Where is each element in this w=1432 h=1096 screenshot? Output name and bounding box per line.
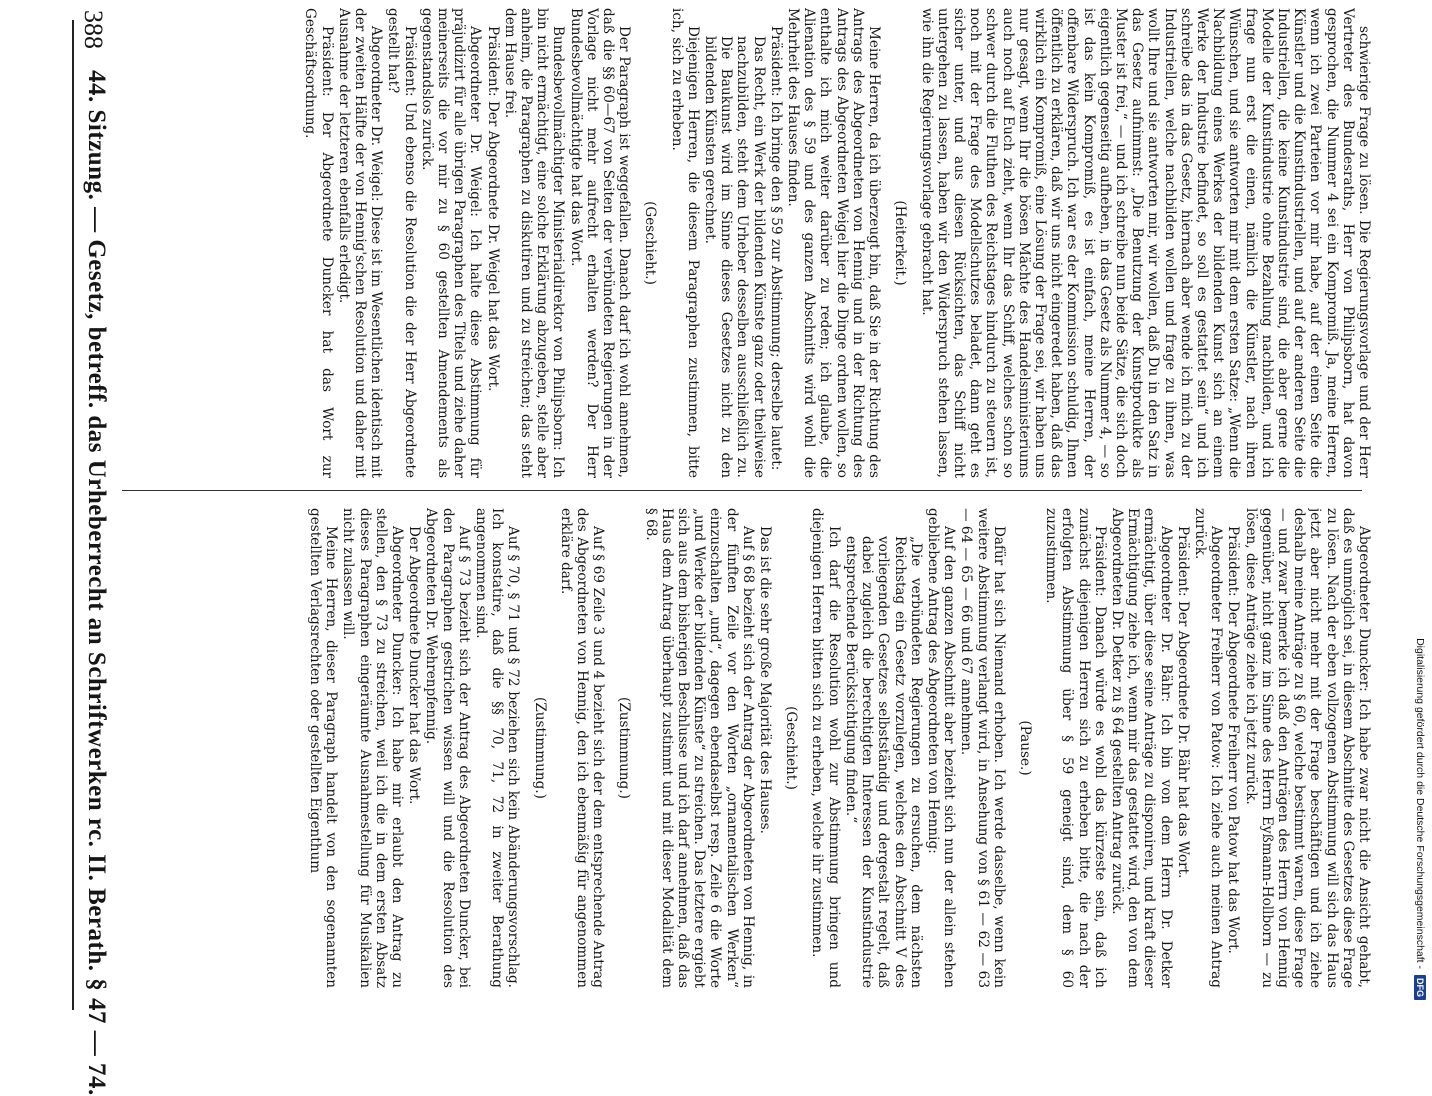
quoted-text: „Die verbündeten Regierungen zu ersuchen, dem nächsten Reichstag ein Gesetz vorzulegen, welches den Abschnitt V des vorliegenden Gesetzes selbstständig und dergestalt regelt, daß dabei zugleich die berechtigten Interessen der Kunstindustrie entsprechende Berücksichtigung finden.“ <box>842 536 924 988</box>
stage-direction: (Geschieht.) <box>642 201 659 285</box>
stage-direction: (Geschieht.) <box>783 706 800 790</box>
paragraph: Auf § 70, § 71 und § 72 beziehen sich kein Abänderungsvorschlag. Ich konstatire, daß die §§ 70, 71, 72 in zweiter Berathung angenommen sind. <box>473 508 522 988</box>
paragraph: Auf § 69 Zeile 3 und 4 bezieht sich der dem entsprechende Antrag des Abgeordneten von Hennig, den ich ebenmäßig für angenommen erkläre darf. <box>557 508 607 988</box>
page-header <box>74 0 114 1096</box>
paragraph: Meine Herren, da ich überzeugt bin, daß Sie in der Richtung des Antrags des Abgeordneten von Hennig und in der Richtung des Antrags des Abgeordneten Weigel hier die Dinge ordnen wollen, so enthalte ich mich weiter darüber zu reden; ich glaube, die Alienation des § 59 und des ganzen Abschnitts wird wohl die Mehrheit des Hauses finden. <box>785 8 883 478</box>
paragraph: Abgeordneter Duncker: Ich habe mir erlaubt den Antrag zu stellen, den § 73 zu streichen, weil ich die in dem ersten Absatz dieses Paragraphen eingeräumte Ausnahmestellung für Musikalien nicht zulassen will. <box>340 508 406 988</box>
paragraph: Dafür hat sich Niemand erhoben. Ich werde dasselbe, wenn kein weitere Abstimmung verlangt wird, in Ansehung von § 61 — 62 — 63 — 64 — 65 — 66 und 67 annehmen. <box>958 508 1007 988</box>
paragraph: Präsident: Der Abgeordnete Dr. Weigel hat das Wort. <box>484 26 501 392</box>
paragraph: Präsident: Der Abgeordnete Freiherr von Patow hat das Wort. <box>1225 526 1242 954</box>
column-divider <box>122 490 1362 491</box>
paragraph: Diejenigen Herren, die diesem Paragraphen zustimmen, bitte ich, sich zu erheben. <box>668 8 701 478</box>
paragraph: Präsident: Der Abgeordnete Dr. Bähr hat das Wort. <box>1174 526 1191 879</box>
page-number: 388 <box>79 10 108 49</box>
paragraph: Der Abgeordnete Duncker hat das Wort. <box>406 526 423 805</box>
paragraph: Meine Herren, dieser Paragraph handelt von den sogenannten gestellten Verlagsrechten oder gestellten Eigenthum <box>307 508 340 988</box>
stage-direction: (Zustimmung.) <box>531 697 548 799</box>
paragraph: Präsident: Und ebenso die Resolution die der Herr Abgeordnete gestellt hat? <box>385 8 418 478</box>
left-column <box>120 8 1372 478</box>
right-column <box>120 508 1372 988</box>
credit-text: Digitalisierung gefördert durch die Deutsche Forschungsgemeinschaft - <box>1414 638 1426 969</box>
stage-direction: (Zustimmung.) <box>616 697 633 799</box>
paragraph: schwierige Frage zu lösen. Die Regierungsvorlage und der Herr Vertreter des Bundesraths, Herr von Philipsborn, hat davon gesprochen, die Nummer 4 sei ein Kompromiß. Ja, meine Herren, wenn ich zwei Parteien vor mir habe, auf der einen Seite die Künstler und die Kunstindustriellen, und auf der anderen Seite die Industriellen, die keine Kunstindustrie sind, die aber gerne die Modelle der Kunstindustrie ohne Bezahlung nachbilden, und ich frage nun erst die einen, nämlich die Künstler, nach ihren Wünschen, und sie antworten mir mit dem ersten Satze: „Wenn die Nachbildung eines Werkes der bildenden Kunst sich an einem Werke der Industrie befindet, so soll es gestattet sein“ und ich schreibe das in das Gesetz, hiernach aber wende ich mich zu der Industriellen, welche nachbilden wollen und frage zu ihnen, was wollt Ihre und sie antworten mir, wir wollen, daß Du in den Satz in das Gesetz aufnimmst: „Die Benutzung der Kunstprodukte als Muster ist frei,“ — und ich schreibe nun beide Sätze, die sich doch eigentlich gegenseitig aufheben, in das Gesetz als Nummer 4, — so ist das kein Kompromiß, es ist einfach, meine Herren, der offenbare Widerspruch. Ich war es der Kommission schuldig, Ihnen öffentlich zu erklären, daß wir uns nicht eingeredet haben, daß das wirklich ein Kompromiß, eine Lösung der Frage sei, wir haben uns nur gesagt, wenn Ihr die bösen Mächte des Handelsministeriums auch noch auf Euch zieht, wenn Ihr das Schiff, welches schon so schwer durch die Fluthen des Reichstages hindurch zu steuern ist, noch mit der Frage des Modellschutzes beladet, dann geht es sicher unter, und aus diesen Rücksichten, das Schiff nicht untergehen zu lassen, haben wir den Widerspruch stehen lassen, wie ihn die Regierungsvorlage gebracht hat. <box>918 8 1372 478</box>
running-title: 44. Sitzung. — Gesetz, betreff. das Urheberrecht an Schriftwerken rc. II. Berath. § 47 — 74. <box>83 70 110 1096</box>
paragraph: Bundesbevollmächtigter Ministerialdirektor von Philipsborn: Ich bin nicht ermächtigt, eine solche Erklärung abzugeben, stelle aber anheim, die Paragraphen zu diskutiren und zu streichen; das steht dem Hause frei. <box>501 8 567 478</box>
stage-direction: (Heiterkeit.) <box>892 200 909 286</box>
quoted-text: Das Recht, ein Werk der bildenden Künste ganz oder theilweise nachzubilden, steht dem Urheber desselben ausschließlich zu. Die Baukunst wird im Sinne dieses Gesetzes nicht zu den bildenden Künsten gerechnet. <box>702 36 767 478</box>
stage-direction: (Pause.) <box>1016 720 1033 776</box>
paragraph: Auf § 68 bezieht sich der Antrag der Abgeordneten von Hennig, in der fünften Zeile vor den Worten „ornamentalischen Werken“ einzuschalten „und“, dagegen ebendaselbst resp. Zeile 6 die Worte „und Werke der bildenden Künste“ zu streichen. Das letztere ergiebt sich aus dem bisherigen Beschlusse und ich darf annehmen, daß das Haus dem Antrag überhaupt zustimmt und mit dieser Modalität dem § 68. <box>642 508 756 988</box>
paragraph: Abgeordneter Freiherr von Patow: Ich ziehe auch meinen Antrag zurück. <box>1191 508 1225 988</box>
paragraph: Abgeordneter Dr. Weigel: Ich halte diese Abstimmung für präjudizirt für alle übrigen Paragraphen des Titels und ziehe daher meinerseits die vor mir zu § 60 gestellten Amendements als gegenstandslos zurück. <box>418 8 484 478</box>
paragraph: Präsident: Ich bringe den § 59 zur Abstimmung; derselbe lautet: <box>767 26 784 471</box>
paragraph: Präsident: Der Abgeordnete Duncker hat das Wort zur Geschäftsordnung. <box>302 8 335 478</box>
paragraph: Das ist die sehr große Majorität des Hauses. <box>757 526 774 834</box>
paragraph: Ich darf die Resolution wohl zur Abstimmung bringen und diejenigen Herren bitten sich zu erheben, welche ihr zustimmen. <box>809 508 842 988</box>
paragraph: Abgeordneter Dr. Weigel: Diese ist im Wesentlichen identisch mit der zweiten Hälfte der von Hennig'schen Resolution und daher mit Ausnahme der letzteren ebenfalls erledigt. <box>335 8 385 478</box>
paragraph: Auf § 73 bezieht sich der Antrag des Abgeordneten Duncker, bei den Paragraphen gestrichen wissen will und die Resolution des Abgeordneten Dr. Wehrenpfennig. <box>423 508 472 988</box>
digitization-credit <box>1409 4 1431 1000</box>
header-rule <box>72 20 74 1010</box>
paragraph: Auf den ganzen Abschnitt aber bezieht sich nun der allein stehen gebliebene Antrag des Abgeordneten von Hennig: <box>924 508 958 988</box>
paragraph: Präsident: Danach würde es wohl das kürzeste sein, daß ich zunächst diejenigen Herren sich zu erheben bitte, die nach der erfolgten Abstimmung über § 59 geneigt sind, dem § 60 zuzustimmen. <box>1043 508 1108 988</box>
paragraph: Abgeordneter Duncker: Ich habe zwar nicht die Ansicht gehabt, daß es unmöglich sei, in diesem Abschnitte des Gesetzes diese Frage zu lösen. Nach der eben vollzogenen Abstimmung will sich das Haus jetzt aber nicht mehr mit der Frage beschäftigen und ich ziehe deshalb meine Anträge zu § 60, welche bestimmt waren, diese Frage — und zwar bemerke ich daß den Anträgen des Herrn von Hennig gegenüber, nicht ganz im Sinne des Herrn Eyßmann-Hollborn — zu lösen, diese Anträge ziehe ich jetzt zurück. <box>1242 508 1372 988</box>
paragraph: Der Paragraph ist weggefallen. Danach darf ich wohl annehmen, daß die §§ 60—67 von Seiten der verbündeten Regierungen in der Vorlage nicht mehr aufrecht erhalten werden? Der Herr Bundesbevollmächtigte hat das Wort. <box>567 8 633 478</box>
paragraph: Abgeordneter Dr. Bähr: Ich bin von dem Herrn Dr. Detker ermächtigt, über diese seine Anträge zu disponiren, und kraft dieser Ermächtigung ziehe ich, wenn mir das gestattet wird, den von dem Abgeordneten Dr. Detker zu § 64 gestellten Antrag zurück. <box>1108 508 1174 988</box>
dfg-logo-badge: DFG <box>1414 975 1426 1000</box>
